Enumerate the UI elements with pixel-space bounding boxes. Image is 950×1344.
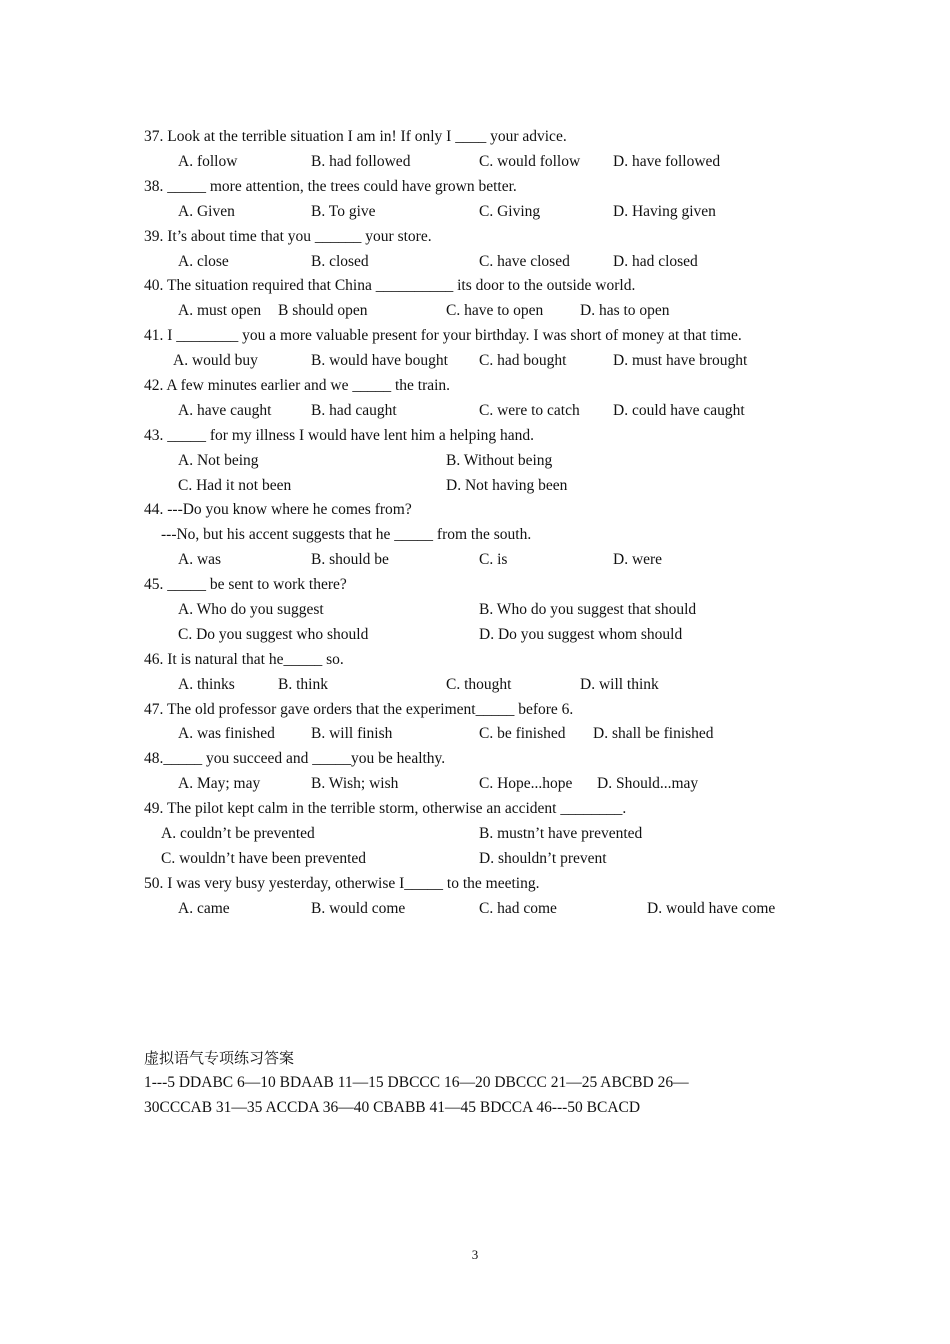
question-45-option-c: C. Do you suggest who should [178, 626, 369, 643]
question-49-option-b: B. mustn’t have prevented [479, 825, 643, 842]
question-49-stem: 49. The pilot kept calm in the terrible storm, otherwise an accident ________. [144, 800, 627, 817]
question-39-option-a: A. close [178, 253, 229, 270]
question-46-option-d: D. will think [580, 676, 659, 693]
question-47-option-a: A. was finished [178, 725, 275, 742]
question-45-option-b: B. Who do you suggest that should [479, 601, 697, 618]
question-42-option-c: C. were to catch [479, 402, 580, 419]
question-47-option-c: C. be finished [479, 725, 566, 742]
question-42-option-d: D. could have caught [613, 402, 745, 419]
question-43-option-d: D. Not having been [446, 477, 568, 494]
question-43-stem: 43. _____ for my illness I would have lent him a helping hand. [144, 427, 535, 444]
question-45-option-a: A. Who do you suggest [178, 601, 324, 618]
question-40-option-d: D. has to open [580, 302, 670, 319]
question-47-option-b: B. will finish [311, 725, 393, 742]
question-46-option-a: A. thinks [178, 676, 235, 693]
question-45-option-d: D. Do you suggest whom should [479, 626, 683, 643]
question-43-option-a: A. Not being [178, 452, 259, 469]
question-47-stem: 47. The old professor gave orders that the experiment_____ before 6. [144, 701, 574, 718]
question-49-option-c: C. wouldn’t have been prevented [161, 850, 367, 867]
question-40-option-b: B should open [278, 302, 368, 319]
question-38-option-d: D. Having given [613, 203, 716, 220]
question-48-option-d: D. Should...may [597, 775, 699, 792]
question-50-option-a: A. came [178, 900, 230, 917]
question-48-stem: 48._____ you succeed and _____you be healthy. [144, 750, 446, 767]
question-48-option-c: C. Hope...hope [479, 775, 573, 792]
question-44-stem-reply: ---No, but his accent suggests that he _____ from the south. [161, 526, 532, 543]
question-40-option-c: C. have to open [446, 302, 544, 319]
question-49-option-d: D. shouldn’t prevent [479, 850, 607, 867]
question-37-option-a: A. follow [178, 153, 238, 170]
question-42-option-a: A. have caught [178, 402, 272, 419]
question-37-option-b: B. had followed [311, 153, 411, 170]
question-50-stem: 50. I was very busy yesterday, otherwise I_____ to the meeting. [144, 875, 540, 892]
question-39-option-d: D. had closed [613, 253, 698, 270]
question-50-option-b: B. would come [311, 900, 406, 917]
question-50-option-c: C. had come [479, 900, 557, 917]
question-41-stem: 41. I ________ you a more valuable present for your birthday. I was short of money at that time. [144, 327, 742, 344]
question-45-stem: 45. _____ be sent to work there? [144, 576, 347, 593]
question-42-stem: 42. A few minutes earlier and we _____ the train. [144, 377, 451, 394]
question-47-option-d: D. shall be finished [593, 725, 714, 742]
question-41-option-a: A. would buy [173, 352, 258, 369]
question-43-option-c: C. Had it not been [178, 477, 292, 494]
question-44-option-d: D. were [613, 551, 663, 568]
question-41-option-d: D. must have brought [613, 352, 748, 369]
question-46-option-b: B. think [278, 676, 328, 693]
question-40-option-a: A. must open [178, 302, 262, 319]
question-44-option-a: A. was [178, 551, 222, 568]
question-41-option-c: C. had bought [479, 352, 567, 369]
question-48-option-a: A. May; may [178, 775, 261, 792]
question-46-option-c: C. thought [446, 676, 512, 693]
question-40-stem: 40. The situation required that China __________ its door to the outside world. [144, 277, 636, 294]
page-number: 3 [471, 1247, 479, 1262]
question-44-stem: 44. ---Do you know where he comes from? [144, 501, 412, 518]
answer-key-line-1: 1---5 DDABC 6—10 BDAAB 11—15 DBCCC 16—20 DBCCC 21—25 ABCBD 26— [144, 1074, 689, 1091]
question-41-option-b: B. would have bought [311, 352, 448, 369]
question-39-option-b: B. closed [311, 253, 369, 270]
question-38-option-c: C. Giving [479, 203, 541, 220]
question-43-option-b: B. Without being [446, 452, 553, 469]
question-38-option-b: B. To give [311, 203, 376, 220]
answer-key-line-2: 30CCCAB 31—35 ACCDA 36—40 CBABB 41—45 BDCCA 46---50 BCACD [144, 1099, 641, 1116]
question-39-option-c: C. have closed [479, 253, 570, 270]
question-37-option-d: D. have followed [613, 153, 721, 170]
answer-key-title: 虚拟语气专项练习答案 [144, 1049, 295, 1067]
question-49-option-a: A. couldn’t be prevented [161, 825, 315, 842]
question-48-option-b: B. Wish; wish [311, 775, 399, 792]
question-42-option-b: B. had caught [311, 402, 397, 419]
question-38-option-a: A. Given [178, 203, 235, 220]
question-44-option-b: B. should be [311, 551, 389, 568]
question-37-option-c: C. would follow [479, 153, 581, 170]
question-50-option-d: D. would have come [647, 900, 776, 917]
question-38-stem: 38. _____ more attention, the trees could have grown better. [144, 178, 517, 195]
question-44-option-c: C. is [479, 551, 508, 568]
question-37-stem: 37. Look at the terrible situation I am in! If only I ____ your advice. [144, 128, 567, 145]
question-46-stem: 46. It is natural that he_____ so. [144, 651, 344, 668]
question-39-stem: 39. It’s about time that you ______ your store. [144, 228, 432, 245]
